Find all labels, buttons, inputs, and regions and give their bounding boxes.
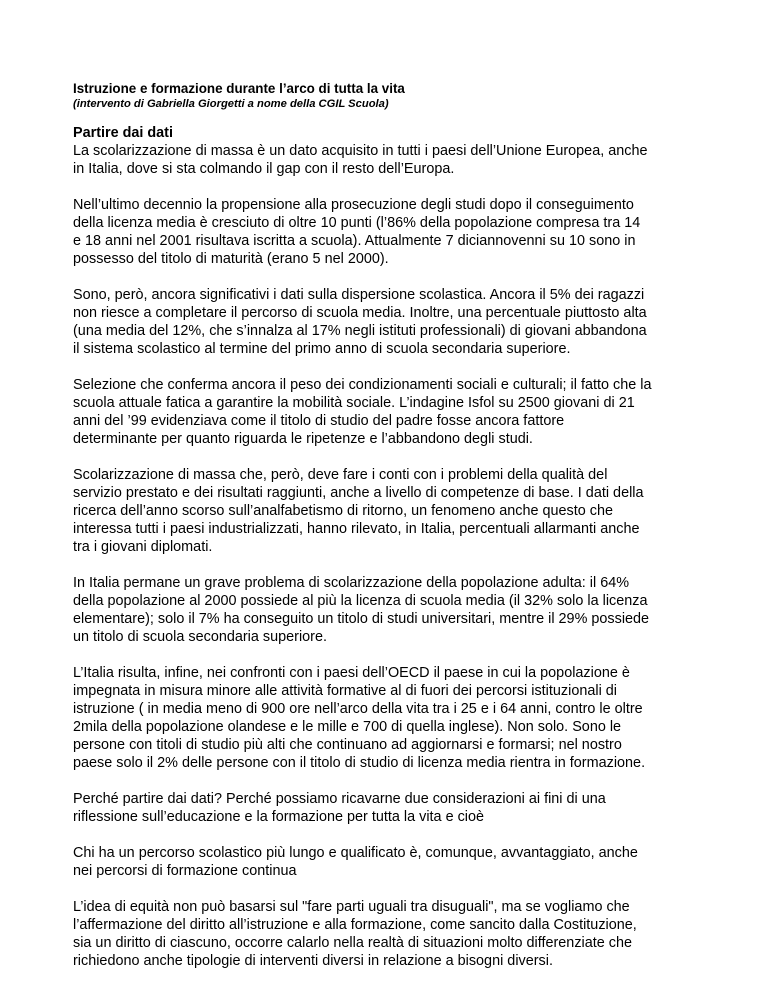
paragraph-line: persone con titoli di studio più alti che continuano ad aggiornarsi e formarsi; nel nostro [73,737,622,753]
paragraph-line: e 18 anni nel 2001 risultava iscritta a scuola). Attualmente 7 diciannovenni su 10 sono in [73,233,636,249]
document-page [73,80,705,988]
paragraph-line: tra i giovani diplomati. [73,539,213,555]
paragraph-line: della popolazione al 2000 possiede al più la licenza di scuola media (il 32% solo la licenza [73,593,648,609]
paragraph-line: il sistema scolastico al termine del primo anno di scuola secondaria superiore. [73,341,571,357]
paragraph-line: un titolo di scuola secondaria superiore. [73,629,327,645]
paragraph-line: sia un diritto di ciascuno, occorre calarlo nella realtà di situazioni molto differenziate che [73,935,633,951]
paragraph-line: determinante per quanto riguarda le ripetenze e l’abbandono degli studi. [73,431,533,447]
paragraph [73,466,705,556]
paragraph-line: In Italia permane un grave problema di scolarizzazione della popolazione adulta: il 64% [73,575,630,591]
paragraph [73,196,705,268]
paragraph-line: 2mila della popolazione olandese e le mille e 700 di quella inglese). Non solo. Sono le [73,719,622,735]
paragraph [73,790,705,826]
paragraph-line: (una media del 12%, che s’innalza al 17% negli istituti professionali) di giovani abbandona [73,323,647,339]
paragraph-line: in Italia, dove si sta colmando il gap con il resto dell’Europa. [73,161,455,177]
paragraph-line: non riesce a completare il percorso di scuola media. Inoltre, una percentuale piuttosto alta [73,305,647,321]
paragraph [73,376,705,448]
paragraph-line: nei percorsi di formazione continua [73,863,297,879]
paragraph-line: Nell’ultimo decennio la propensione alla prosecuzione degli studi dopo il conseguimento [73,197,634,213]
paragraph-line: anni del ’99 evidenziava come il titolo di studio del padre fosse ancora fattore [73,413,565,429]
paragraph-line: Scolarizzazione di massa che, però, deve fare i conti con i problemi della qualità del [73,467,608,483]
document-subtitle: (intervento di Gabriella Giorgetti a nome della CGIL Scuola) [73,98,389,110]
body-text [73,142,705,970]
document-title: Istruzione e formazione durante l’arco di tutta la vita [73,81,405,96]
section-heading: Partire dai dati [73,125,173,141]
paragraph [73,844,705,880]
paragraph-line: elementare); solo il 7% ha conseguito un titolo di studi universitari, mentre il 29% possiede [73,611,650,627]
paragraph-line: istruzione ( in media meno di 900 ore nell’arco della vita tra i 25 e i 64 anni, contro le oltre [73,701,643,717]
paragraph [73,286,705,358]
paragraph-line: Perché partire dai dati? Perché possiamo ricavarne due considerazioni ai fini di una [73,791,606,807]
paragraph-line: richiedono anche tipologie di interventi diversi in relazione a bisogni diversi. [73,953,553,969]
paragraph-line: La scolarizzazione di massa è un dato acquisito in tutti i paesi dell’Unione Europea, anche [73,143,648,159]
paragraph-line: interessa tutti i paesi industrializzati, hanno rilevato, in Italia, percentuali allarmanti anche [73,521,640,537]
paragraph-line: Sono, però, ancora significativi i dati sulla dispersione scolastica. Ancora il 5% dei ragazzi [73,287,645,303]
paragraph-line: riflessione sull’educazione e la formazione per tutta la vita e cioè [73,809,485,825]
paragraph-line: l’affermazione del diritto all’istruzione e alla formazione, come sancito dalla Costituzione, [73,917,637,933]
paragraph-line: possesso del titolo di maturità (erano 5 nel 2000). [73,251,389,267]
paragraph-line: impegnata in misura minore alle attività formative al di fuori dei percorsi istituzionali di [73,683,618,699]
paragraph-line: Selezione che conferma ancora il peso dei condizionamenti sociali e culturali; il fatto che la [73,377,652,393]
paragraph-line: L’idea di equità non può basarsi sul "fare parti uguali tra disuguali", ma se vogliamo che [73,899,630,915]
paragraph [73,574,705,646]
paragraph [73,664,705,772]
paragraph-line: Chi ha un percorso scolastico più lungo e qualificato è, comunque, avvantaggiato, anche [73,845,638,861]
paragraph-line: ricerca dell’anno scorso sull’analfabetismo di ritorno, un fenomeno anche questo che [73,503,614,519]
paragraph-line: L’Italia risulta, infine, nei confronti con i paesi dell’OECD il paese in cui la popolazione è [73,665,630,681]
paragraph-line: scuola attuale fatica a garantire la mobilità sociale. L’indagine Isfol su 2500 giovani di 21 [73,395,635,411]
paragraph-line: della licenza media è cresciuto di oltre 10 punti (l’86% della popolazione compresa tra 14 [73,215,641,231]
paragraph [73,142,705,178]
paragraph-line: servizio prestato e dei risultati raggiunti, anche a livello di competenze di base. I dati della [73,485,644,501]
paragraph [73,898,705,970]
paragraph-line: paese solo il 2% delle persone con il titolo di studio di licenza media rientra in formazione. [73,755,646,771]
